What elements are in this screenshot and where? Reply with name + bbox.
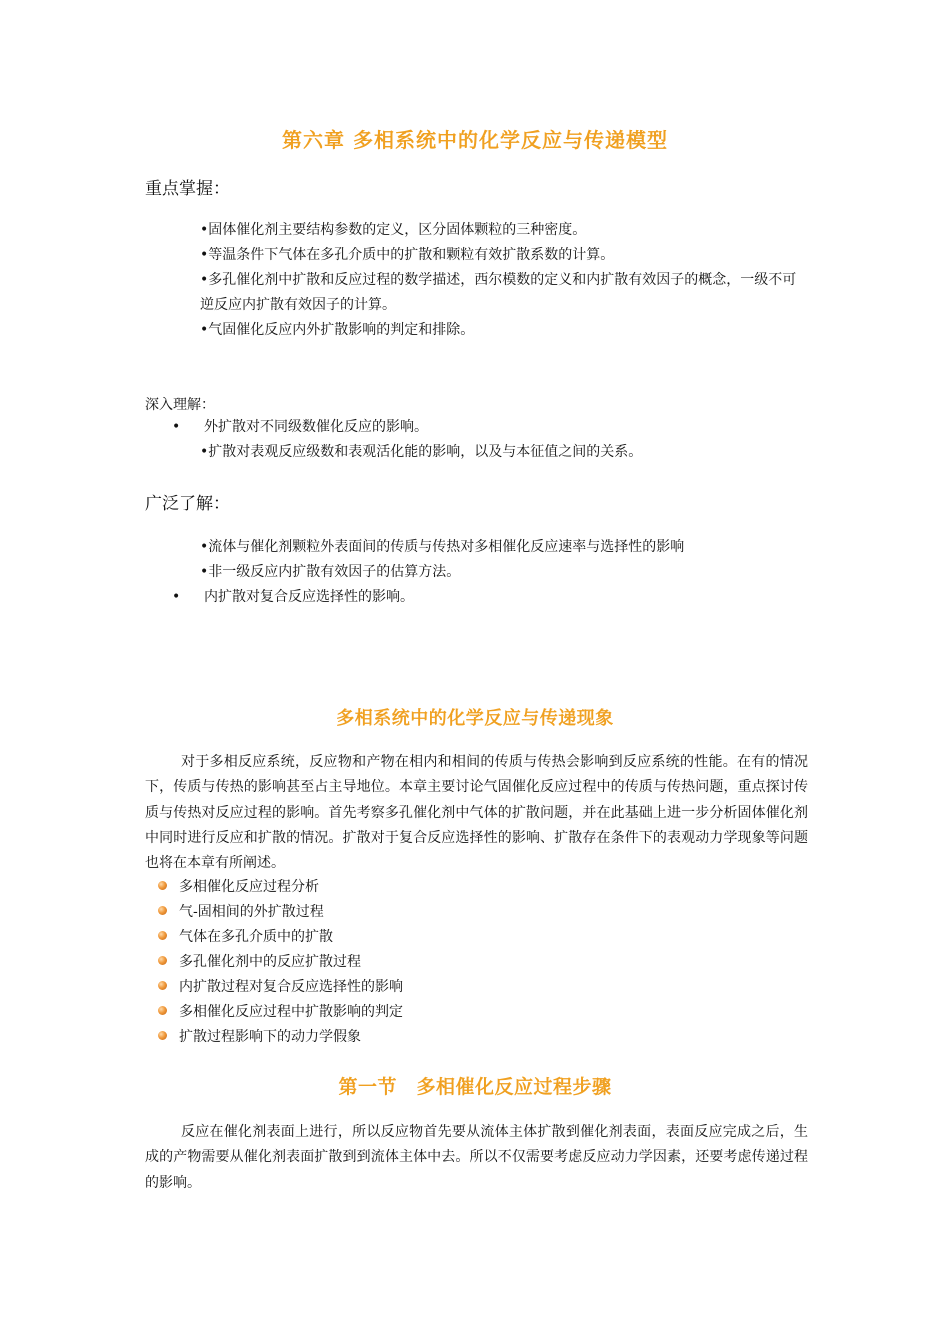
general-label: 广泛了解： [145, 494, 230, 514]
topic-label: 多孔催化剂中的反应扩散过程 [179, 954, 361, 970]
bullet-icon: • [172, 419, 181, 435]
list-item: •流体与催化剂颗粒外表面间的传质与传热对多相催化反应速率与选择性的影响 [200, 539, 685, 555]
list-item: •非一级反应内扩散有效因子的估算方法。 [200, 564, 461, 580]
list-item: 内扩散对复合反应选择性的影响。 [204, 589, 414, 605]
topic-label: 气-固相间的外扩散过程 [179, 904, 324, 920]
topic-label: 扩散过程影响下的动力学假象 [179, 1029, 361, 1045]
topic-label: 内扩散过程对复合反应选择性的影响 [179, 979, 403, 995]
chapter-title: 第六章 多相系统中的化学反应与传递模型 [282, 128, 668, 152]
list-item: •等温条件下气体在多孔介质中的扩散和颗粒有效扩散系数的计算。 [200, 247, 615, 263]
topic-item [158, 900, 324, 925]
understand-label: 深入理解： [145, 397, 215, 413]
list-item: •多孔催化剂中扩散和反应过程的数学描述，西尔模数的定义和内扩散有效因子的概念，一级不可逆反应内扩散有效因子的计算。 [200, 272, 797, 313]
orange-bullet-icon [158, 956, 167, 965]
topic-item [158, 975, 403, 1000]
part-paragraph: 反应在催化剂表面上进行，所以反应物首先要从流体主体扩散到催化剂表面，表面反应完成之后，生成的产物需要从催化剂表面扩散到到流体主体中去。所以不仅需要考虑反应动力学因素，还要考虑传递过程的影响。 [145, 1124, 808, 1191]
list-item: •气固催化反应内外扩散影响的判定和排除。 [200, 322, 475, 338]
list-item: 外扩散对不同级数催化反应的影响。 [204, 419, 428, 435]
orange-bullet-icon [158, 931, 167, 940]
topic-label: 多相催化反应过程中扩散影响的判定 [179, 1004, 403, 1020]
topic-item [158, 1025, 361, 1050]
orange-bullet-icon [158, 1006, 167, 1015]
section-title: 多相系统中的化学反应与传递现象 [336, 708, 614, 729]
list-item: •固体催化剂主要结构参数的定义，区分固体颗粒的三种密度。 [200, 222, 587, 238]
topic-label: 气体在多孔介质中的扩散 [179, 929, 333, 945]
topic-item [158, 1000, 403, 1025]
orange-bullet-icon [158, 1031, 167, 1040]
topic-label: 多相催化反应过程分析 [179, 879, 319, 895]
orange-bullet-icon [158, 906, 167, 915]
master-label: 重点掌握： [145, 179, 230, 199]
list-item: •扩散对表观反应级数和表观活化能的影响，以及与本征值之间的关系。 [200, 444, 643, 460]
topic-item [158, 925, 333, 950]
orange-bullet-icon [158, 981, 167, 990]
part-title: 第一节 多相催化反应过程步骤 [338, 1076, 612, 1098]
topic-item [158, 875, 319, 900]
section-paragraph: 对于多相反应系统，反应物和产物在相内和相间的传质与传热会影响到反应系统的性能。在有的情况下，传质与传热的影响甚至占主导地位。本章主要讨论气固催化反应过程中的传质与传热问题，重点探讨传质与传热对反应过程的影响。首先考察多孔催化剂中气体的扩散问题，并在此基础上进一步分析固体催化剂中同时进行反应和扩散的情况。扩散对于复合反应选择性的影响、扩散存在条件下的表观动力学现象等问题也将在本章有所阐述。 [145, 754, 808, 872]
topic-item [158, 950, 361, 975]
bullet-icon: • [172, 589, 181, 605]
orange-bullet-icon [158, 881, 167, 890]
